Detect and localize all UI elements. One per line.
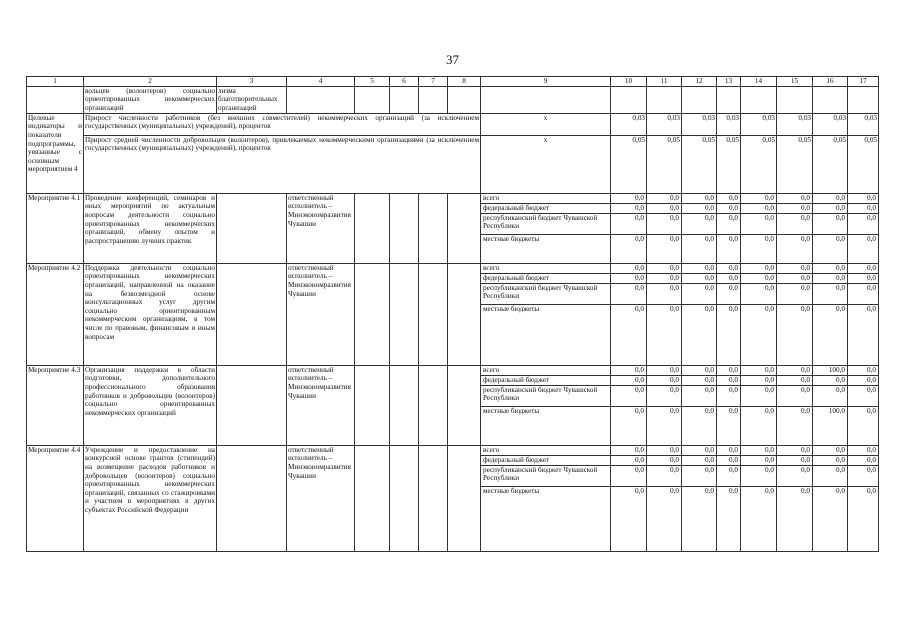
measure-value: 0,0 <box>836 304 845 313</box>
measure-value: 0,0 <box>848 194 878 204</box>
measure-value-cell <box>717 445 741 551</box>
measure-label: Мероприятие 4.2 <box>27 263 84 365</box>
measure-value-cell <box>682 445 717 551</box>
measure-value-cell <box>813 263 848 365</box>
measure-value: 0,0 <box>647 456 681 466</box>
measure-value: 0,0 <box>705 406 714 415</box>
measure-row <box>27 193 879 263</box>
budget-source-label: всего <box>481 194 610 204</box>
column-number: 16 <box>813 77 848 87</box>
measure-value: 0,0 <box>705 234 714 243</box>
measure-value: 0,0 <box>765 234 774 243</box>
measure-value: 0,0 <box>611 466 646 487</box>
measure-value: 0,0 <box>717 194 740 204</box>
measure-value: 0,0 <box>848 376 878 386</box>
measure-value: 0,0 <box>741 456 776 466</box>
measure-value: 0,0 <box>647 194 681 204</box>
measure-value-cell <box>717 365 741 445</box>
measure-value: 0,0 <box>848 446 878 456</box>
measure-value: 0,0 <box>848 264 878 274</box>
indicator-label: Целевые индикаторы и показатели подпрограммы, увязанные с основным мероприятием 4 <box>27 113 84 193</box>
measure-value: 0,0 <box>611 204 646 214</box>
measure-value: 0,0 <box>801 304 810 313</box>
measure-value-cell <box>647 193 682 263</box>
budget-sources <box>481 445 611 551</box>
measure-value-cell <box>647 365 682 445</box>
measure-value: 0,0 <box>647 386 681 407</box>
measure-value: 0,0 <box>717 466 740 487</box>
measure-value-cell <box>848 445 879 551</box>
indicator-row <box>27 135 879 193</box>
measure-value: 0,0 <box>741 376 776 386</box>
measure-value: 0,0 <box>813 274 847 284</box>
measure-value-cell <box>777 365 813 445</box>
measure-value: 0,0 <box>717 204 740 214</box>
measure-value-cell <box>717 193 741 263</box>
budget-source-label: федеральный бюджет <box>481 204 610 214</box>
measure-value: 0,0 <box>729 486 738 495</box>
measure-value-cell <box>848 193 879 263</box>
measure-value: 0,0 <box>717 376 740 386</box>
measure-value: 0,0 <box>848 386 878 407</box>
budget-source-label: республиканский бюджет Чувашской Республики <box>481 466 610 487</box>
measure-value: 0,0 <box>741 366 776 376</box>
measure-value: 0,0 <box>682 204 716 214</box>
measure-value: 0,0 <box>647 264 681 274</box>
indicator-value: 0,05 <box>682 135 717 193</box>
measure-value-cell <box>741 445 777 551</box>
measure-value: 0,0 <box>611 376 646 386</box>
indicator-value: 0,03 <box>647 113 682 135</box>
column-number: 12 <box>682 77 717 87</box>
measure-value: 0,0 <box>670 486 679 495</box>
indicator-text: Прирост численности работников (без внешних совместителей) некоммерческих организаций (за исключением государственных (муниципальных) учреждений), процентов <box>84 113 481 135</box>
column-number: 10 <box>611 77 647 87</box>
budget-source-label: республиканский бюджет Чувашской Республики <box>481 386 610 407</box>
column-number: 2 <box>84 77 217 87</box>
indicator-unit: x <box>481 113 611 135</box>
measure-value: 0,0 <box>647 376 681 386</box>
measure-value: 0,0 <box>682 366 716 376</box>
measure-description: Учреждение и предоставление на конкурсной основе грантов (стипендий) на возмещение расходов работников и добровольцев (волонтеров) социально ориентированных некоммерческих организаций, связанных со стажировками и участием в мероприятиях в других субъектах Российской Федерации <box>84 445 217 551</box>
indicator-value: 0,03 <box>813 113 848 135</box>
measure-value: 0,0 <box>777 194 812 204</box>
measure-row <box>27 365 879 445</box>
measure-value-cell <box>848 365 879 445</box>
measure-value-cell <box>777 445 813 551</box>
measure-value-cell <box>777 263 813 365</box>
measure-value: 0,0 <box>765 406 774 415</box>
column-number: 9 <box>481 77 611 87</box>
column-number: 17 <box>848 77 879 87</box>
measure-value: 0,0 <box>867 304 876 313</box>
measure-value-cell <box>611 263 647 365</box>
budget-source-label: федеральный бюджет <box>481 274 610 284</box>
measure-value: 0,0 <box>848 204 878 214</box>
indicator-value: 0,03 <box>741 113 777 135</box>
measure-value: 0,0 <box>867 234 876 243</box>
measure-value: 0,0 <box>635 486 644 495</box>
measure-value: 0,0 <box>682 386 716 407</box>
measure-value: 0,0 <box>717 284 740 305</box>
measure-value: 0,0 <box>682 264 716 274</box>
indicator-unit: x <box>481 135 611 193</box>
measure-executor: ответственный исполнитель – Минэкономразвития Чувашии <box>287 193 355 263</box>
indicator-value: 0,05 <box>848 135 879 193</box>
column-number: 14 <box>741 77 777 87</box>
measure-value: 0,0 <box>867 406 876 415</box>
measure-value: 0,0 <box>717 446 740 456</box>
measure-value: 0,0 <box>836 234 845 243</box>
measure-value: 0,0 <box>813 466 847 487</box>
budget-source-label: всего <box>481 264 610 274</box>
column-number: 15 <box>777 77 813 87</box>
measure-label: Мероприятие 4.4 <box>27 445 84 551</box>
measure-value-cell <box>682 263 717 365</box>
measure-value-cell <box>848 263 879 365</box>
measure-row <box>27 445 879 551</box>
measure-value-cell <box>682 365 717 445</box>
measure-value: 0,0 <box>670 234 679 243</box>
measure-value: 0,0 <box>682 214 716 235</box>
measure-value-cell <box>741 193 777 263</box>
measure-value: 0,0 <box>813 456 847 466</box>
indicator-value: 0,05 <box>777 135 813 193</box>
indicator-value: 0,05 <box>813 135 848 193</box>
budget-source-label: местные бюджеты <box>483 406 540 415</box>
column-number: 1 <box>27 77 84 87</box>
indicator-value: 0,05 <box>741 135 777 193</box>
measure-value-cell <box>813 365 848 445</box>
indicator-value: 0,05 <box>717 135 741 193</box>
measure-value: 0,0 <box>647 214 681 235</box>
measure-value: 0,0 <box>611 264 646 274</box>
indicator-text: Прирост средней численности добровольцев (волонтеров), привлекаемых некоммерческими организациями (за исключением государственных (муниципальных) учреждений), процентов <box>84 135 481 193</box>
measure-value-cell <box>611 365 647 445</box>
measure-description: Проведение конференций, семинаров и иных мероприятий по актуальным вопросам деятельности социально ориентированных некоммерческих организаций, обмену опытом и распространению лучших практик <box>84 193 217 263</box>
measure-value: 0,0 <box>682 376 716 386</box>
measure-executor: ответственный исполнитель – Минэкономразвития Чувашии <box>287 365 355 445</box>
budget-sources <box>481 365 611 445</box>
measure-value: 0,0 <box>647 466 681 487</box>
measure-value: 0,0 <box>682 466 716 487</box>
measure-value-cell <box>647 445 682 551</box>
measure-value: 0,0 <box>777 466 812 487</box>
measure-value: 0,0 <box>777 274 812 284</box>
column-number: 6 <box>390 77 419 87</box>
budget-sources <box>481 193 611 263</box>
measure-value: 0,0 <box>777 386 812 407</box>
measure-value: 0,0 <box>611 274 646 284</box>
measure-value: 0,0 <box>682 284 716 305</box>
measure-value: 0,0 <box>813 204 847 214</box>
measure-value: 0,0 <box>867 486 876 495</box>
measure-value: 0,0 <box>717 366 740 376</box>
measure-description: Поддержка деятельности социально ориентированных некоммерческих организаций, направленной на оказание на безвозмездной основе консультационных услуг другим социально ориентированным некоммерческим организациям, в том числе по правовым, финансовым и иным вопросам <box>84 263 217 365</box>
measure-value: 0,0 <box>777 264 812 274</box>
measure-value-cell <box>813 445 848 551</box>
budget-source-label: всего <box>481 446 610 456</box>
measure-value: 0,0 <box>729 304 738 313</box>
measure-value: 0,0 <box>682 194 716 204</box>
measure-value: 0,0 <box>705 304 714 313</box>
measure-value: 100,0 <box>813 366 847 376</box>
continuation-row <box>27 86 879 113</box>
measure-value: 0,0 <box>741 446 776 456</box>
budget-source-label: республиканский бюджет Чувашской Республики <box>481 214 610 235</box>
measure-value: 0,0 <box>741 204 776 214</box>
measure-value: 0,0 <box>682 456 716 466</box>
indicator-value: 0,03 <box>717 113 741 135</box>
measure-value: 0,0 <box>741 264 776 274</box>
measure-value: 0,0 <box>611 366 646 376</box>
measure-value: 0,0 <box>848 456 878 466</box>
measure-value: 0,0 <box>647 446 681 456</box>
indicator-value: 0,05 <box>647 135 682 193</box>
measure-value: 0,0 <box>611 446 646 456</box>
measure-value: 0,0 <box>836 486 845 495</box>
measure-value-cell <box>611 445 647 551</box>
measure-value: 0,0 <box>717 386 740 407</box>
budget-source-label: местные бюджеты <box>483 486 540 495</box>
measure-value: 0,0 <box>813 376 847 386</box>
column-number: 7 <box>419 77 448 87</box>
measure-value: 0,0 <box>741 194 776 204</box>
budget-source-label: всего <box>481 366 610 376</box>
measure-value-cell <box>682 193 717 263</box>
measure-value: 0,0 <box>848 284 878 305</box>
measure-value: 0,0 <box>813 284 847 305</box>
measure-value-cell <box>777 193 813 263</box>
measure-value: 0,0 <box>647 284 681 305</box>
measure-value: 0,0 <box>705 486 714 495</box>
measure-executor: ответственный исполнитель – Минэкономразвития Чувашии <box>287 263 355 365</box>
measure-value: 0,0 <box>848 366 878 376</box>
measure-value: 0,0 <box>647 366 681 376</box>
measure-value-cell <box>717 263 741 365</box>
measure-value: 0,0 <box>717 456 740 466</box>
indicator-value: 0,05 <box>611 135 647 193</box>
measure-value-cell <box>611 193 647 263</box>
measure-value: 0,0 <box>635 406 644 415</box>
measure-value: 0,0 <box>741 284 776 305</box>
measure-value: 0,0 <box>682 446 716 456</box>
measure-row <box>27 263 879 365</box>
measure-value: 0,0 <box>813 386 847 407</box>
measure-value: 0,0 <box>682 274 716 284</box>
measure-value: 0,0 <box>647 274 681 284</box>
measure-value: 0,0 <box>647 204 681 214</box>
column-number: 5 <box>355 77 390 87</box>
continued-text-col2: вольцев (волонтеров) социально ориентированных некоммерческих организаций <box>85 86 215 112</box>
measure-value: 0,0 <box>801 234 810 243</box>
measure-value: 0,0 <box>670 406 679 415</box>
budget-source-label: местные бюджеты <box>483 304 540 313</box>
budget-source-label: местные бюджеты <box>483 234 540 243</box>
budget-source-label: федеральный бюджет <box>481 456 610 466</box>
measure-value: 0,0 <box>741 466 776 487</box>
measure-value: 0,0 <box>635 234 644 243</box>
measure-value: 0,0 <box>717 264 740 274</box>
budget-source-label: республиканский бюджет Чувашской Республики <box>481 284 610 305</box>
indicator-value: 0,03 <box>682 113 717 135</box>
measure-value: 0,0 <box>611 386 646 407</box>
column-number: 3 <box>217 77 287 87</box>
indicator-value: 0,03 <box>611 113 647 135</box>
column-number: 11 <box>647 77 682 87</box>
column-number: 4 <box>287 77 355 87</box>
measure-description: Организация поддержки в области подготовки, дополнительного профессионального образования работников и добровольцев (волонтеров) социально ориентированных некоммерческих организаций <box>84 365 217 445</box>
measure-value: 0,0 <box>765 486 774 495</box>
column-number: 13 <box>717 77 741 87</box>
measure-value: 0,0 <box>848 274 878 284</box>
measure-value: 0,0 <box>611 214 646 235</box>
measure-value: 0,0 <box>729 234 738 243</box>
measure-value: 0,0 <box>777 376 812 386</box>
measure-value: 0,0 <box>777 214 812 235</box>
page-number: 37 <box>446 52 459 67</box>
measure-value-cell <box>647 263 682 365</box>
column-number-row <box>27 77 879 87</box>
measure-value: 0,0 <box>611 194 646 204</box>
measure-value: 0,0 <box>777 456 812 466</box>
measure-value: 0,0 <box>801 486 810 495</box>
measure-value: 0,0 <box>741 214 776 235</box>
measure-value: 0,0 <box>813 214 847 235</box>
measure-value: 0,0 <box>670 304 679 313</box>
measure-value-cell <box>741 365 777 445</box>
continued-text-col3: лизма благотворительных организаций <box>217 86 287 113</box>
measure-value: 0,0 <box>611 456 646 466</box>
measure-value: 0,0 <box>777 366 812 376</box>
measure-value: 0,0 <box>848 466 878 487</box>
measure-executor: ответственный исполнитель – Минэкономразвития Чувашии <box>287 445 355 551</box>
measure-value: 0,0 <box>741 274 776 284</box>
measure-value: 0,0 <box>717 214 740 235</box>
indicator-value: 0,03 <box>777 113 813 135</box>
measure-value: 0,0 <box>741 386 776 407</box>
measure-value: 0,0 <box>813 194 847 204</box>
measure-value-cell <box>741 263 777 365</box>
indicator-value: 0,03 <box>848 113 879 135</box>
budget-sources <box>481 263 611 365</box>
measure-value: 0,0 <box>717 274 740 284</box>
measure-value: 0,0 <box>777 284 812 305</box>
measure-value: 0,0 <box>813 264 847 274</box>
measure-value: 0,0 <box>777 204 812 214</box>
budget-source-label: федеральный бюджет <box>481 376 610 386</box>
measure-label: Мероприятие 4.3 <box>27 365 84 445</box>
measure-value: 100,0 <box>828 406 845 415</box>
column-number: 8 <box>448 77 481 87</box>
measure-value: 0,0 <box>765 304 774 313</box>
measure-value: 0,0 <box>729 406 738 415</box>
measure-value-cell <box>813 193 848 263</box>
measure-label: Мероприятие 4.1 <box>27 193 84 263</box>
measure-value: 0,0 <box>611 284 646 305</box>
measure-value: 0,0 <box>801 406 810 415</box>
indicator-row <box>27 113 879 135</box>
measure-value: 0,0 <box>848 214 878 235</box>
measure-value: 0,0 <box>813 446 847 456</box>
measure-value: 0,0 <box>635 304 644 313</box>
measure-value: 0,0 <box>777 446 812 456</box>
program-table <box>26 76 879 552</box>
